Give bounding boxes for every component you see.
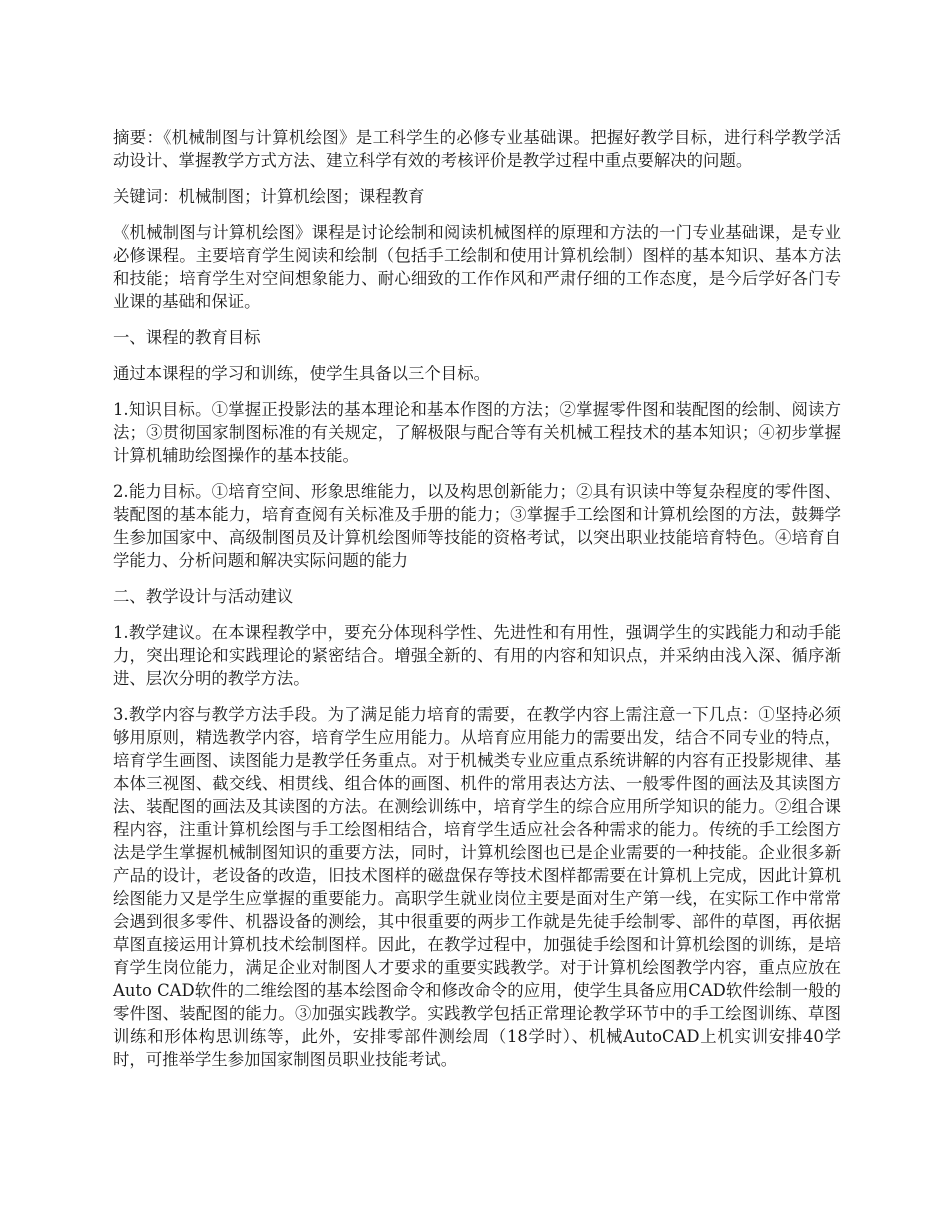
section-1-heading: 一、课程的教育目标	[113, 328, 261, 347]
section-1-lead: 通过本课程的学习和训练，使学生具备以三个目标。	[113, 364, 490, 383]
teaching-content-paragraph: 3.教学内容与教学方法手段。为了满足能力培育的需要，在教学内容上需注意一下几点：①坚持必须够用原则，精选教学内容，培育学生应用能力。从培育应用能力的需要出发，结合不同专业的特点，培育学生画图、读图能力是教学任务重点。对于机械类专业应重点系统讲解的内容有正投影规律、基本体三视图、截交线、相贯线、组合体的画图、机件的常用表达方法、一般零件图的画法及其读图方法、装配图的画法及其读图的方法。在测绘训练中，培育学生的综合应用所学知识的能力。②组合课程内容，注重计算机绘图与手工绘图相结合，培育学生适应社会各种需求的能力。传统的手工绘图方法是学生掌握机械制图知识的重要方法，同时，计算机绘图也已是企业需要的一种技能。企业很多新产品的设计，老设备的改造，旧技术图样的磁盘保存等技术图样都需要在计算机上完成，因此计算机绘图能力又是学生应掌握的重要能力。高职学生就业岗位主要是面对生产第一线，在实际工作中常常会遇到很多零件、机器设备的测绘，其中很重要的两步工作就是先徒手绘制零、部件的草图，再依据草图直接运用计算机技术绘制图样。因此，在教学过程中，加强徒手绘图和计算机绘图的训练，是培育学生岗位能力，满足企业对制图人才要求的重要实践教学。对于计算机绘图教学内容，重点应放在Auto CAD软件的二维绘图的基本绘图命令和修改命令的应用，使学生具备应用CAD软件绘制一般的零件图、装配图的能力。③加强实践教学。实践教学包括正常理论教学环节中的手工绘图训练、草图训练和形体构思训练等，此外，安排零部件测绘周（18学时）、机械AutoCAD上机实训安排40学时，可推举学生参加国家制图员职业技能考试。	[113, 705, 841, 1069]
document-page	[113, 126, 841, 1084]
knowledge-goal-paragraph: 1.知识目标。①掌握正投影法的基本理论和基本作图的方法；②掌握零件图和装配图的绘制、阅读方法；③贯彻国家制图标准的有关规定，了解极限与配合等有关机械工程技术的基本知识；④初步掌握计算机辅助绘图操作的基本技能。	[113, 400, 841, 465]
intro-paragraph: 《机械制图与计算机绘图》课程是讨论绘制和阅读机械图样的原理和方法的一门专业基础课，是专业必修课程。主要培育学生阅读和绘制（包括手工绘制和使用计算机绘制）图样的基本知识、基本方法和技能；培育学生对空间想象能力、耐心细致的工作作风和严肃仔细的工作态度，是今后学好各门专业课的基础和保证。	[113, 223, 841, 311]
section-2-heading: 二、教学设计与活动建议	[113, 587, 294, 606]
keywords-line: 关键词：机械制图；计算机绘图；课程教育	[113, 187, 425, 206]
teaching-suggestion-paragraph: 1.教学建议。在本课程教学中，要充分体现科学性、先进性和有用性，强调学生的实践能力和动手能力，突出理论和实践理论的紧密结合。增强全新的、有用的内容和知识点，并采纳由浅入深、循序渐进、层次分明的教学方法。	[113, 623, 841, 688]
abstract-paragraph: 摘要：《机械制图与计算机绘图》是工科学生的必修专业基础课。把握好教学目标，进行科学教学活动设计、掌握教学方式方法、建立科学有效的考核评价是教学过程中重点要解决的问题。	[113, 128, 841, 170]
ability-goal-paragraph: 2.能力目标。①培育空间、形象思维能力，以及构思创新能力；②具有识读中等复杂程度的零件图、装配图的基本能力，培育查阅有关标准及手册的能力；③掌握手工绘图和计算机绘图的方法，鼓舞学生参加国家中、高级制图员及计算机绘图师等技能的资格考试，以突出职业技能培育特色。④培育自学能力、分析问题和解决实际问题的能力	[113, 482, 841, 570]
